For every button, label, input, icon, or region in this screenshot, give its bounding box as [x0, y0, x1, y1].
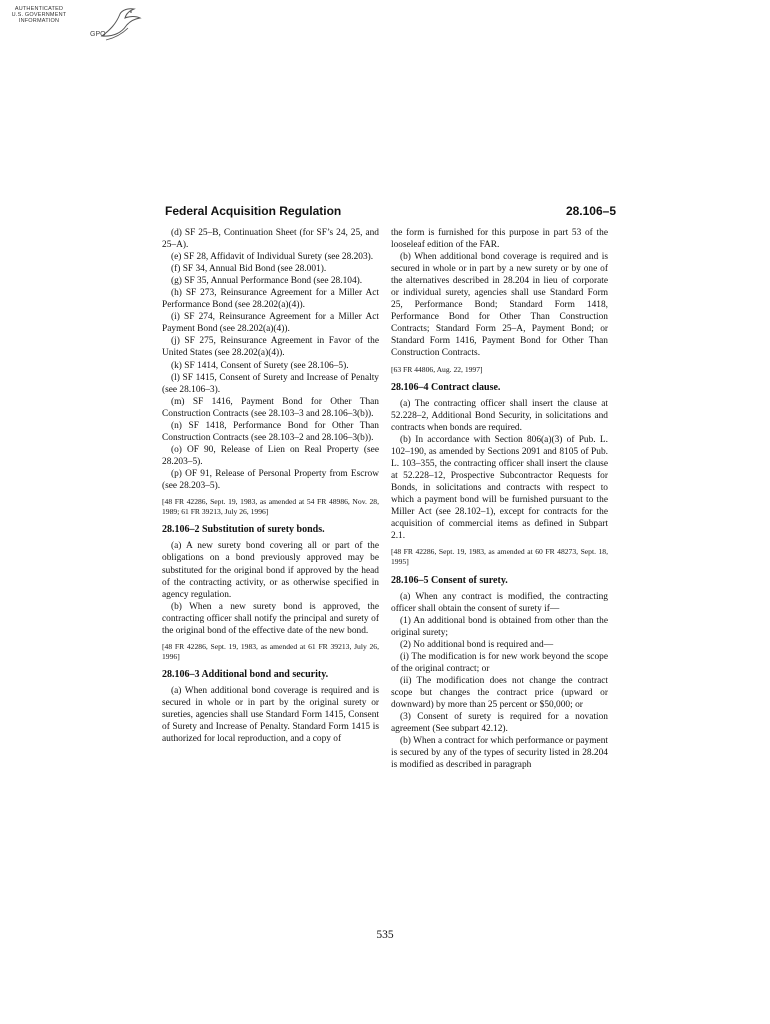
- list-item: (o) OF 90, Release of Lien on Real Property (see 28.203–5).: [162, 444, 379, 467]
- running-header: [165, 204, 616, 220]
- paragraph: (3) Consent of surety is required for a novation agreement (See subpart 42.12).: [391, 712, 608, 735]
- seal-line: AUTHENTICATED: [14, 6, 64, 12]
- list-item: (p) OF 91, Release of Personal Property from Escrow (see 28.203–5).: [162, 468, 379, 491]
- list-item: (j) SF 275, Reinsurance Agreement in Favor of the United States (see 28.202(a)(4)).: [162, 336, 379, 359]
- paragraph: (a) When any contract is modified, the contracting officer shall obtain the consent of surety if—: [391, 591, 608, 614]
- left-column: [162, 227, 379, 745]
- section-heading: 28.106–2 Substitution of surety bonds.: [162, 524, 325, 536]
- gpo-authentication-seal: [4, 4, 144, 50]
- paragraph: (1) An additional bond is obtained from other than the original surety;: [391, 615, 608, 638]
- seal-gpo-label: GPO: [90, 31, 106, 38]
- list-item: (f) SF 34, Annual Bid Bond (see 28.001).: [171, 264, 327, 275]
- source-citation: [48 FR 42286, Sept. 19, 1983, as amended at 54 FR 48986, Nov. 28, 1989; 61 FR 39213, July 26, 1996]: [162, 497, 379, 517]
- list-item: (n) SF 1418, Performance Bond for Other Than Construction Contracts (see 28.103–2 and 28.106–3(b)).: [162, 420, 379, 443]
- paragraph: (b) When a contract for which performance or payment is secured by any of the types of security listed in 28.204 is modified as described in paragraph: [391, 736, 608, 771]
- section-heading: 28.106–4 Contract clause.: [391, 381, 501, 393]
- list-item: (i) SF 274, Reinsurance Agreement for a Miller Act Payment Bond (see 28.202(a)(4)).: [162, 312, 379, 335]
- source-citation: [63 FR 44806, Aug. 22, 1997]: [391, 364, 483, 374]
- list-item: (h) SF 273, Reinsurance Agreement for a Miller Act Performance Bond (see 28.202(a)(4)).: [162, 288, 379, 311]
- page-number: 535: [376, 929, 394, 941]
- paragraph: (i) The modification is for new work beyond the scope of the original contract; or: [391, 651, 608, 674]
- section-heading: 28.106–3 Additional bond and security.: [162, 669, 329, 681]
- seal-text: [4, 6, 74, 25]
- list-item: (e) SF 28, Affidavit of Individual Surety (see 28.203).: [171, 252, 374, 263]
- eagle-icon: [96, 6, 144, 46]
- paragraph: (a) A new surety bond covering all or part of the obligations on a bond previously approved may be substituted for the original bond if approved by the head of the contracting activity, or as otherwise specified in agency regulation.: [162, 541, 379, 600]
- header-section-number: 28.106–5: [565, 204, 616, 218]
- seal-line: U.S. GOVERNMENT: [11, 12, 67, 19]
- list-item: (d) SF 25–B, Continuation Sheet (for SF’s 24, 25, and 25–A).: [162, 228, 379, 251]
- list-item: (k) SF 1414, Consent of Surety (see 28.106–5).: [171, 360, 349, 371]
- header-title: Federal Acquisition Regulation: [165, 204, 342, 218]
- seal-line: INFORMATION: [18, 18, 60, 25]
- paragraph: (b) When a new surety bond is approved, the contracting officer shall notify the principal and surety of the original bond of the effective date of the new bond.: [162, 601, 379, 636]
- list-item: (g) SF 35, Annual Performance Bond (see 28.104).: [171, 276, 363, 287]
- paragraph: (a) When additional bond coverage is required and is secured in whole or in part by the original surety or sureties, agencies shall use Standard Form 1415, Consent of Surety and Increase of Penalty. Standard Form 1415 is authorized for local reproduction, and a copy of: [162, 686, 379, 745]
- list-item: (m) SF 1416, Payment Bond for Other Than Construction Contracts (see 28.103–3 and 28.106–3(b)).: [162, 396, 379, 419]
- paragraph-continuation: the form is furnished for this purpose in part 53 of the looseleaf edition of the FAR.: [391, 228, 608, 251]
- paragraph: (b) In accordance with Section 806(a)(3) of Pub. L. 102–190, as amended by Sections 2091 and 8105 of Pub. L. 103–355, the contracting officer shall insert the clause at 52.228–12, Prospective Subcontractor Requests for Bonds, in solicitations and contracts with respect to which a payment bond will be furnished pursuant to the Miller Act (see 28.102–1), except for contracts for the acquisition of commercial items as defined in Subpart 2.1.: [391, 434, 608, 542]
- paragraph: (a) The contracting officer shall insert the clause at 52.228–2, Additional Bond Security, in solicitations and contracts when bonds are required.: [391, 398, 608, 433]
- right-column: [391, 227, 608, 771]
- paragraph: (b) When additional bond coverage is required and is secured in whole or in part by a new surety or by one of the alternatives described in 28.204 in lieu of corporate or individual surety, agencies shall use Standard Form 25, Performance Bond; Standard Form 1418, Performance Bond for Other Than Construction Contracts; Standard Form 25–A, Payment Bond; or Standard Form 1416, Payment Bond for Other Than Construction Contracts.: [391, 252, 608, 359]
- paragraph: (ii) The modification does not change the contract scope but changes the contract price (upward or downward) by more than 25 percent or $50,000; or: [391, 676, 608, 711]
- source-citation: [48 FR 42286, Sept. 19, 1983, as amended at 60 FR 48273, Sept. 18, 1995]: [391, 547, 608, 567]
- section-heading: 28.106–5 Consent of surety.: [391, 574, 508, 586]
- paragraph: (2) No additional bond is required and—: [400, 639, 554, 650]
- list-item: (l) SF 1415, Consent of Surety and Increase of Penalty (see 28.106–3).: [162, 372, 379, 395]
- source-citation: [48 FR 42286, Sept. 19, 1983, as amended at 61 FR 39213, July 26, 1996]: [162, 641, 379, 662]
